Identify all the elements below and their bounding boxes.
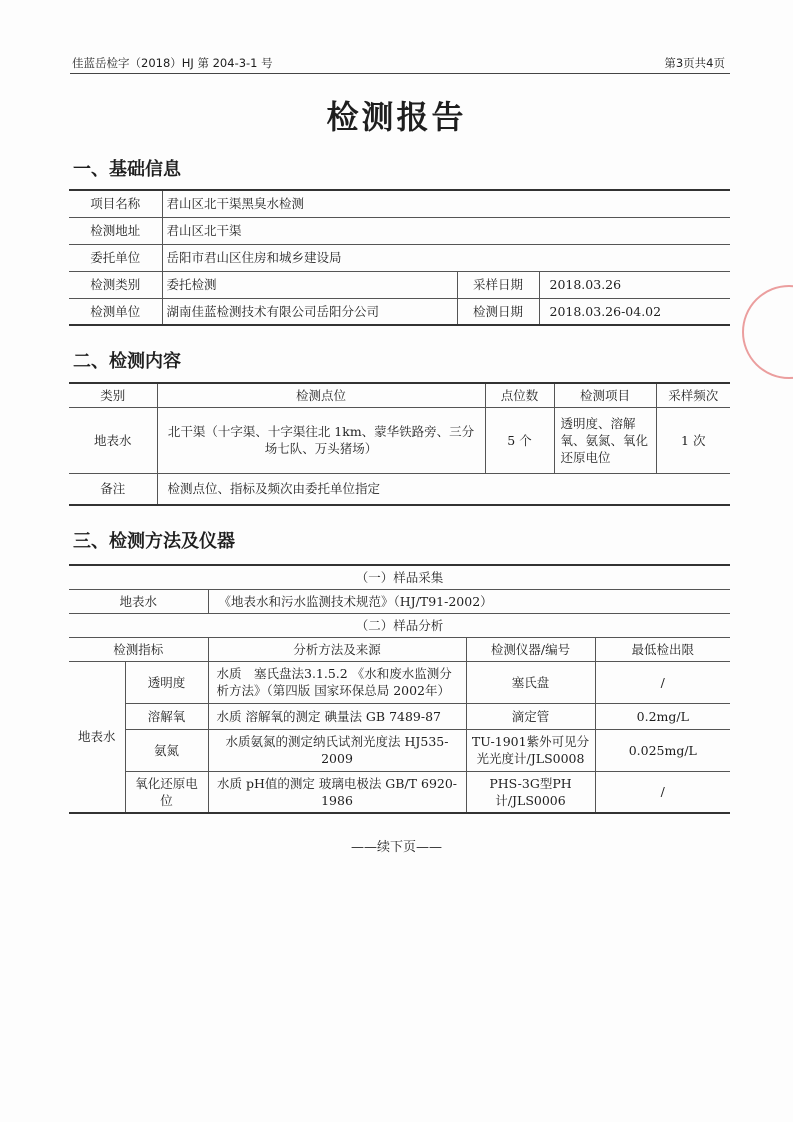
- project-name-value: 君山区北干渠黑臭水检测: [162, 190, 730, 217]
- content-header: 检测项目: [554, 383, 656, 407]
- limit-cell: 0.025mg/L: [595, 729, 730, 771]
- method-cell: 水质 pH值的测定 玻璃电极法 GB/T 6920-1986: [208, 771, 466, 813]
- unit-value: 湖南佳蓝检测技术有限公司岳阳分公司: [162, 298, 457, 325]
- content-items: 透明度、溶解氧、氨氮、氧化还原电位: [554, 407, 656, 473]
- type-value: 委托检测: [162, 271, 457, 298]
- content-point-count: 5 个: [485, 407, 554, 473]
- type-label: 检测类别: [69, 271, 162, 298]
- instrument-cell: TU-1901紫外可见分光光度计/JLS0008: [466, 729, 595, 771]
- indicator-cell: 氨氮: [125, 729, 208, 771]
- test-date-value: 2018.03.26-04.02: [539, 298, 730, 325]
- limit-cell: /: [595, 661, 730, 703]
- section-basic-info-heading: 一、基础信息: [73, 159, 181, 180]
- instrument-cell: 滴定管: [466, 703, 595, 729]
- method-cell: 水质 塞氏盘法3.1.5.2 《水和废水监测分析方法》（第四版 国家环保总局 2002年）: [208, 661, 466, 703]
- methods-header: 检测指标: [69, 637, 208, 661]
- content-header: 类别: [69, 383, 157, 407]
- project-name-label: 项目名称: [69, 190, 162, 217]
- methods-header: 分析方法及来源: [208, 637, 466, 661]
- methods-header: 检测仪器/编号: [466, 637, 595, 661]
- methods-header: 最低检出限: [595, 637, 730, 661]
- methods-table: [69, 564, 730, 814]
- methods-category: 地表水: [69, 661, 125, 813]
- address-label: 检测地址: [69, 217, 162, 244]
- content-header: 采样频次: [656, 383, 730, 407]
- basic-info-table: [69, 189, 730, 326]
- analysis-subtitle: （二）样品分析: [69, 613, 730, 637]
- section-methods-heading: 三、检测方法及仪器: [73, 531, 235, 552]
- remark-value: 检测点位、指标及频次由委托单位指定: [157, 473, 730, 505]
- address-value: 君山区北干渠: [162, 217, 730, 244]
- instrument-cell: 塞氏盘: [466, 661, 595, 703]
- header-divider: [70, 73, 730, 74]
- red-seal-stamp: [742, 285, 793, 379]
- report-title: 检测报告: [326, 98, 467, 136]
- client-value: 岳阳市君山区住房和城乡建设局: [162, 244, 730, 271]
- sampling-category: 地表水: [69, 589, 208, 613]
- continued-next-page: ——续下页——: [350, 840, 442, 855]
- limit-cell: /: [595, 771, 730, 813]
- indicator-cell: 溶解氧: [125, 703, 208, 729]
- content-category: 地表水: [69, 407, 157, 473]
- remark-label: 备注: [69, 473, 157, 505]
- page-number: 第3页共4页: [664, 56, 725, 70]
- sampling-spec: 《地表水和污水监测技术规范》（HJ/T91-2002）: [208, 589, 730, 613]
- content-header: 检测点位: [157, 383, 485, 407]
- indicator-cell: 透明度: [125, 661, 208, 703]
- section-content-heading: 二、检测内容: [73, 351, 181, 372]
- instrument-cell: PHS-3G型PH计/JLS0006: [466, 771, 595, 813]
- sampling-date-value: 2018.03.26: [539, 271, 730, 298]
- indicator-cell: 氧化还原电位: [125, 771, 208, 813]
- unit-label: 检测单位: [69, 298, 162, 325]
- content-points: 北干渠（十字渠、十字渠往北 1km、蒙华铁路旁、三分场七队、万头猪场）: [157, 407, 485, 473]
- test-date-label: 检测日期: [457, 298, 539, 325]
- method-cell: 水质 溶解氧的测定 碘量法 GB 7489-87: [208, 703, 466, 729]
- sampling-subtitle: （一）样品采集: [69, 565, 730, 589]
- content-header: 点位数: [485, 383, 554, 407]
- document-number: 佳蓝岳检字（2018）HJ 第 204-3-1 号: [72, 56, 273, 70]
- client-label: 委托单位: [69, 244, 162, 271]
- content-frequency: 1 次: [656, 407, 730, 473]
- method-cell: 水质氨氮的测定纳氏试剂光度法 HJ535-2009: [208, 729, 466, 771]
- content-table: [69, 382, 730, 506]
- limit-cell: 0.2mg/L: [595, 703, 730, 729]
- sampling-date-label: 采样日期: [457, 271, 539, 298]
